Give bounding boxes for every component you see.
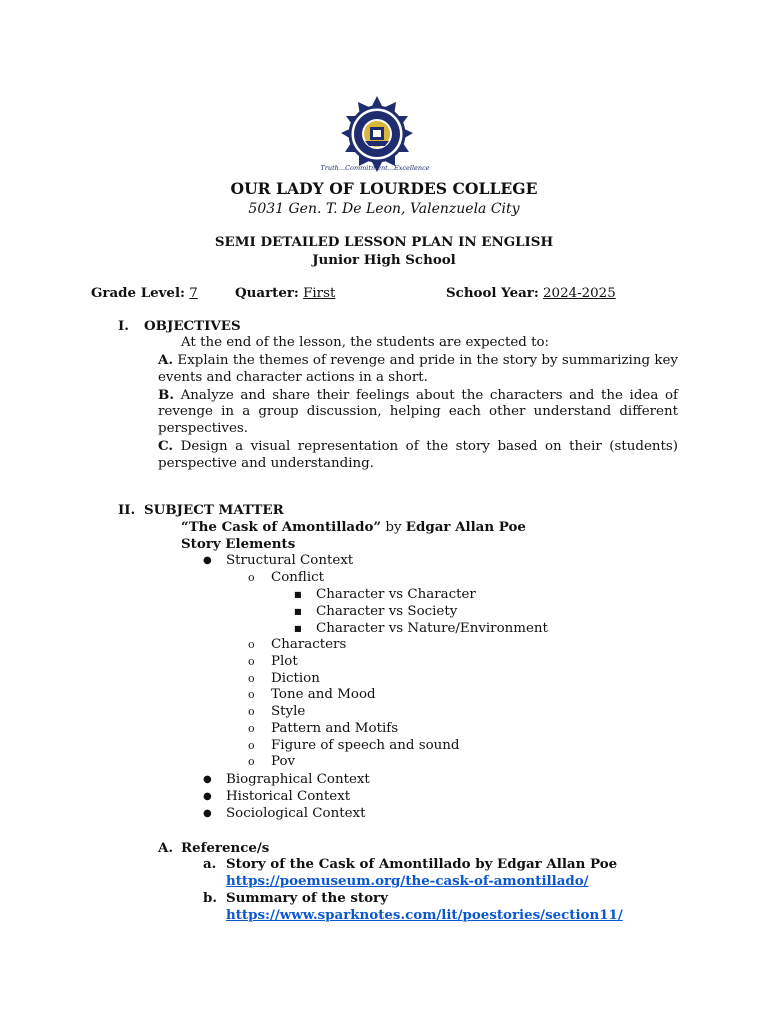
reference-item: a. Story of the Cask of Amontillado by Edgar Allan Poe: [203, 856, 618, 872]
bullet-circle-icon: o: [248, 672, 255, 685]
list-item-conflict: Conflict: [271, 570, 325, 585]
story-author: Edgar Allan Poe: [405, 519, 526, 535]
objectives-list: [158, 352, 678, 473]
story-title: “The Cask of Amontillado”: [181, 519, 382, 535]
quarter: Quarter: First: [235, 285, 336, 301]
list-item-element: Style: [271, 704, 306, 719]
list-item-conflict-type: Character vs Character: [316, 587, 476, 602]
reference-item: b. Summary of the story: [203, 890, 388, 906]
bullet-circle-icon: o: [248, 638, 255, 651]
bullet-circle-icon: o: [248, 655, 255, 668]
grade-level: Grade Level: 7: [91, 285, 198, 301]
bullet-square-icon: ■: [294, 607, 302, 616]
quarter-value: First: [303, 286, 336, 301]
reference-link[interactable]: [226, 873, 589, 891]
college-address: 5031 Gen. T. De Leon, Valenzuela City: [248, 201, 520, 217]
list-item-context: Historical Context: [226, 789, 351, 804]
school-year-value: 2024-2025: [543, 286, 616, 301]
bullet-circle-icon: o: [248, 705, 255, 718]
list-item-element: Diction: [271, 671, 320, 686]
list-item-element: Tone and Mood: [271, 687, 376, 702]
bullet-circle-icon: o: [248, 739, 255, 752]
grade-level-value: 7: [189, 286, 198, 301]
objective-item: A. Explain the themes of revenge and pride in the story by summarizing key events and character actions in a short.: [158, 352, 678, 385]
list-item-conflict-type: Character vs Society: [316, 604, 458, 619]
bullet-disc-icon: ●: [203, 791, 212, 802]
bullet-disc-icon: ●: [203, 555, 212, 566]
list-item-context: Biographical Context: [226, 772, 370, 787]
objectives-heading: I. OBJECTIVES: [118, 318, 241, 334]
reference-url-link[interactable]: https://poemuseum.org/the-cask-of-amontillado/: [226, 873, 589, 889]
bullet-square-icon: ■: [294, 590, 302, 599]
objectives-intro: At the end of the lesson, the students are expected to:: [181, 335, 550, 350]
story-title-line: “The Cask of Amontillado” by Edgar Allan Poe: [181, 519, 526, 535]
bullet-disc-icon: ●: [203, 774, 212, 785]
objective-item: B. Analyze and share their feelings about the characters and the idea of revenge in a group discussion, helping each other understand different perspectives.: [158, 386, 678, 437]
list-item-context: Sociological Context: [226, 806, 366, 821]
reference-link[interactable]: [226, 907, 623, 925]
story-elements-heading: Story Elements: [181, 536, 296, 552]
objective-item: C. Design a visual representation of the story based on their (students) perspective and understanding.: [158, 437, 678, 471]
bullet-circle-icon: o: [248, 722, 255, 735]
list-item-element: Plot: [271, 654, 298, 669]
list-item-element: Characters: [271, 637, 347, 652]
bullet-circle-icon: o: [248, 755, 255, 768]
list-item-element: Figure of speech and sound: [271, 738, 460, 753]
school-year: School Year: 2024-2025: [446, 285, 616, 301]
bullet-disc-icon: ●: [203, 808, 212, 819]
list-item-element: Pov: [271, 754, 296, 769]
college-name: OUR LADY OF LOURDES COLLEGE: [230, 179, 538, 198]
reference-url-link[interactable]: https://www.sparknotes.com/lit/poestories/section11/: [226, 907, 623, 923]
list-item-structural: Structural Context: [226, 553, 354, 568]
lesson-plan-title: SEMI DETAILED LESSON PLAN IN ENGLISH: [214, 234, 554, 250]
list-item-element: Pattern and Motifs: [271, 721, 399, 736]
references-heading: A. Reference/s: [158, 840, 270, 856]
lesson-plan-subtitle: Junior High School: [312, 252, 456, 268]
subject-matter-heading: II. SUBJECT MATTER: [118, 502, 284, 518]
bullet-square-icon: ■: [294, 624, 302, 633]
bullet-circle-icon: o: [248, 571, 255, 584]
college-motto: Truth...Commitment...Excellence: [320, 164, 430, 172]
list-item-conflict-type: Character vs Nature/Environment: [316, 621, 548, 636]
bullet-circle-icon: o: [248, 688, 255, 701]
